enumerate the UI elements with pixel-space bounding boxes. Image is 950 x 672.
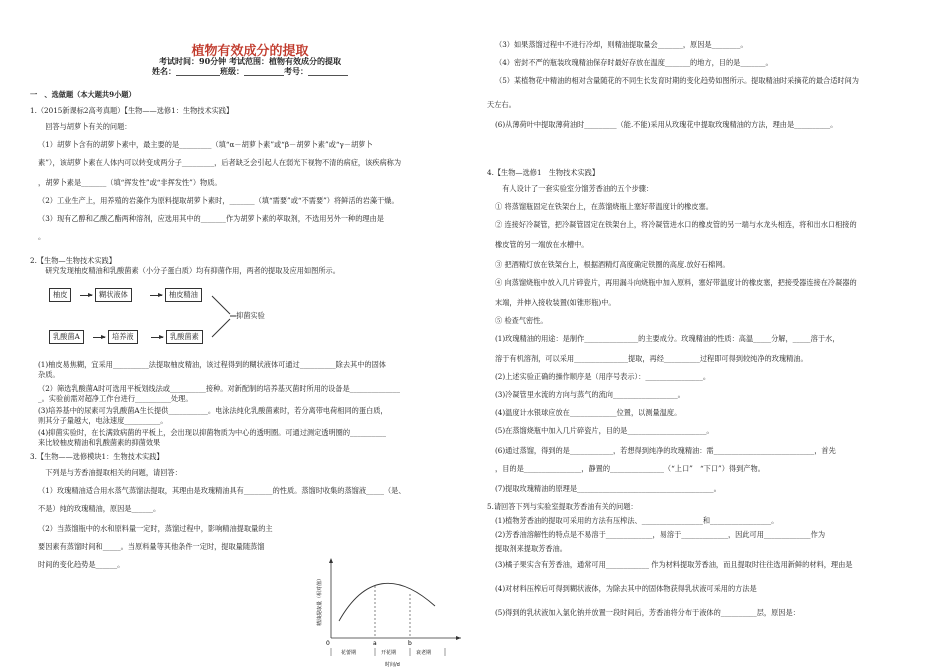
flow-box-nisin: 乳酸菌素: [166, 330, 203, 344]
q4-line: (6)通过蒸馏，得到的是____________，若想得到纯净的玫瑰精油：需____________________________，首先: [495, 446, 836, 455]
flow-box-culture: 培养液: [108, 330, 138, 344]
q1-line: ，胡萝卜素是_______（填“挥发性”或“非挥发性”）物质。: [38, 178, 222, 187]
q3-line: 下列是与芳香油提取相关的问题，请回答：: [38, 468, 182, 477]
flow-arrow: [150, 295, 162, 296]
q4-line: 溶于有机溶剂，可以采用_______________提取，再经__________过程即可得到较纯净的玫瑰精油。: [495, 354, 808, 363]
q3-line: 不是）纯的玫瑰精油，原因是______。: [38, 504, 161, 513]
graph-ylabel: 精油提取量（相对值）: [317, 575, 323, 626]
q3-line: （2）当蒸馏瓶中的水和原料量一定时，蒸馏过程中，影响精油提取量的主: [38, 524, 273, 533]
q1-line: （1）胡萝卜含有的胡萝卜素中，最主要的是_________（填“α－胡萝卜素”或“β－胡萝卜素”或“γ－胡萝卜: [38, 140, 373, 149]
graph-seg-bud: 花蕾期: [341, 650, 357, 656]
q1-line: （2）工业生产上，用养殖的岩藻作为原料提取胡萝卜素时，_______（填“需要”或“不需要”）将鲜活的岩藻干燥。: [38, 196, 399, 205]
q4-line: (1)玫瑰精油的用途：是制作_______________的主要成分。玫瑰精油的性质：高温_____分解，_____溶于水，: [495, 334, 840, 343]
q2-line: (3)培养基中的尿素可为乳酸菌A生长提供___________。电泳法纯化乳酸菌素时，若分离带电荷相同的蛋白质，: [38, 406, 388, 415]
q4-line: 末端，并伸入接收装置(如锥形瓶)中。: [495, 298, 616, 307]
q5-line: (1)植物芳香油的提取可采用的方法有压榨法、_________________和_________________。: [495, 516, 779, 525]
q1-line: （3）现有乙醇和乙酸乙酯两种溶剂，应选用其中的_______作为胡萝卜素的萃取剂，不选用另外一种的理由是: [38, 214, 384, 223]
graph-seg-decline: 衰老期: [416, 650, 432, 656]
q2-line: 杂质。: [38, 370, 60, 379]
flow-box-peel: 柚皮: [49, 288, 71, 302]
q2-line: 2.【生物—生物技术实践】: [30, 256, 116, 265]
graph-tick-b: b: [408, 640, 412, 647]
q2-line: 来比较柚皮精油和乳酸菌素的抑菌效果: [38, 438, 161, 447]
flow-box-paste: 糊状液体: [95, 288, 132, 302]
section-heading: 一 、选做题（本大题共9小题）: [30, 90, 136, 99]
q2-line: (1)柚皮易焦糊，宜采用__________法提取柚皮精油，该过程得到的糊状液体可通过__________除去其中的固体: [38, 360, 386, 369]
q2-line: 则其分子量越大，电泳速度__________。: [38, 416, 168, 425]
q1-line: 1.（2015新课标2高考真题）【生物——选修1：生物技术实践】: [30, 106, 234, 115]
q5-line: (5)得到的乳状液加入氯化钠并放置一段时间后，芳香油将分布于液体的__________层，原因是：: [495, 608, 800, 617]
q5-line: 提取剂来提取芳香油。: [495, 544, 567, 553]
q2-line: （2）筛选乳酸菌A时可选用平板划线法或__________接种。对新配制的培养基灭菌时所用的设备是______________: [38, 384, 400, 393]
name-line: 姓名：___________班级：__________考号：__________: [152, 66, 348, 76]
flow-box-peel-oil: 柚皮精油: [165, 288, 202, 302]
q4-line: 有人设计了一套实验室分馏芳香油的五个步骤：: [495, 184, 654, 193]
q3-cont-line: （4）密封不严的瓶装玫瑰精油保存时最好存放在温度_______的地方，目的是_______。: [495, 58, 773, 67]
flow-arrow: [93, 337, 105, 338]
exam-info: 考试时间：90分钟 考试范围：植物有效成分的提取: [159, 56, 341, 66]
q5-line: (4)对材料压榨后可得到糊状液体，为除去其中的固体物获得乳状液可采用的方法是: [495, 584, 757, 593]
q4-line: ④ 向蒸馏烧瓶中放入几片碎瓷片，再用漏斗向烧瓶中加入原料，塞好带温度计的橡皮塞，把接受器连接在冷凝器的: [495, 278, 857, 287]
oil-yield-graph: [315, 556, 465, 668]
q3-line: （1）玫瑰精油适合用水蒸气蒸馏法提取，其理由是玫瑰精油具有________的性质。蒸馏时收集的蒸馏液_____（是、: [38, 486, 406, 495]
q3-cont-line: 天左右。: [487, 100, 516, 109]
q2-line: 研究发现柚皮精油和乳酸菌素（小分子蛋白质）均有抑菌作用，两者的提取及应用如图所示。: [38, 266, 340, 275]
graph-tick-a: a: [373, 640, 377, 647]
q2-line: (4)抑菌实验时，在长满致病菌的平板上，会出现以抑菌物质为中心的透明圈。可通过测定透明圈的__________: [38, 428, 386, 437]
q3-line: 3.【生物——选修模块1：生物技术实践】: [30, 452, 164, 461]
q5-line: (2)芳香油溶解性的特点是不易溶于_____________，易溶于_____________，因此可用_____________作为: [495, 530, 826, 539]
q4-line: ，目的是________________，静置的_______________（“上口” “下口”）得到产物。: [495, 464, 765, 473]
q4-line: (7)提取玫瑰精油的原理是______________________________________。: [495, 484, 721, 493]
page-title: 植物有效成分的提取: [191, 44, 309, 59]
q3-cont-line: （3）如果蒸馏过程中不进行冷却，则精油提取量会_______，原因是________。: [495, 40, 748, 49]
q3-line: 时间的变化趋势是______。: [38, 560, 125, 569]
q1-line: 素”），该胡萝卜素在人体内可以转变成两分子_________，后者缺乏会引起人在弱光下视物不清的病症，该疾病称为: [38, 158, 402, 167]
flow-merge-label: 抑菌实验: [236, 311, 265, 320]
graph-origin: 0: [326, 640, 330, 647]
graph-seg-bloom: 开花期: [381, 650, 397, 656]
q5-line: (3)橘子果实含有芳香油，通常可用____________ 作为材料提取芳香油，而且提取时往往选用新鲜的材料，理由是: [495, 560, 853, 569]
q1-line: 。: [38, 232, 46, 241]
q4-line: ① 将蒸馏瓶固定在铁架台上，在蒸馏烧瓶上塞好带温度计的橡皮塞。: [495, 202, 713, 211]
q4-line: (3)冷凝管里水流的方向与蒸气的流向__________________。: [495, 390, 685, 399]
q2-line: _。实验前需对超净工作台进行__________处理。: [38, 394, 193, 403]
q1-line: 回答与胡萝卜有关的问题：: [38, 122, 132, 131]
q4-line: 橡皮管的另一端放在水槽中。: [495, 240, 589, 249]
q4-line: ③ 把酒精灯放在铁架台上，根据酒精灯高度确定铁圈的高度.放好石棉网。: [495, 260, 730, 269]
graph-xlabel: 时间/d: [385, 662, 400, 668]
q4-line: 4.【生物—选修1 生物技术实践】: [487, 168, 600, 177]
flow-arrow: [151, 337, 163, 338]
q5-line: 5.请回答下列与实验室提取芳香油有关的问题：: [487, 502, 638, 511]
q4-line: (4)温度计水银球应放在_____________位置，以测量温度。: [495, 408, 682, 417]
q4-line: (2)上述实验正确的操作顺序是（用序号表示）：________________。: [495, 372, 711, 381]
flow-box-lactobacillus: 乳酸菌A: [49, 330, 84, 344]
flow-arrow: [80, 295, 92, 296]
q4-line: (5)在蒸馏烧瓶中加入几片碎瓷片，目的是______________________。: [495, 426, 714, 435]
q4-line: ② 连接好冷凝管，把冷凝管固定在铁架台上，将冷凝管进水口的橡皮管的另一端与水龙头相连，将和出水口相接的: [495, 220, 857, 229]
q3-cont-line: (6)从薄荷叶中提取薄荷油时_________（能.不能)采用从玫瑰花中提取玫瑰精油的方法，理由是__________。: [495, 120, 838, 129]
q3-line: 要因素有蒸馏时间和_____。当原料量等其他条件一定时，提取量随蒸馏: [38, 542, 265, 551]
q3-cont-line: （5）某植物花中精油的相对含量随花的不同生长发育时期的变化趋势如图所示。提取精油时采摘花的最合适时间为: [495, 76, 859, 85]
q4-line: ⑤ 检查气密性。: [495, 316, 548, 325]
